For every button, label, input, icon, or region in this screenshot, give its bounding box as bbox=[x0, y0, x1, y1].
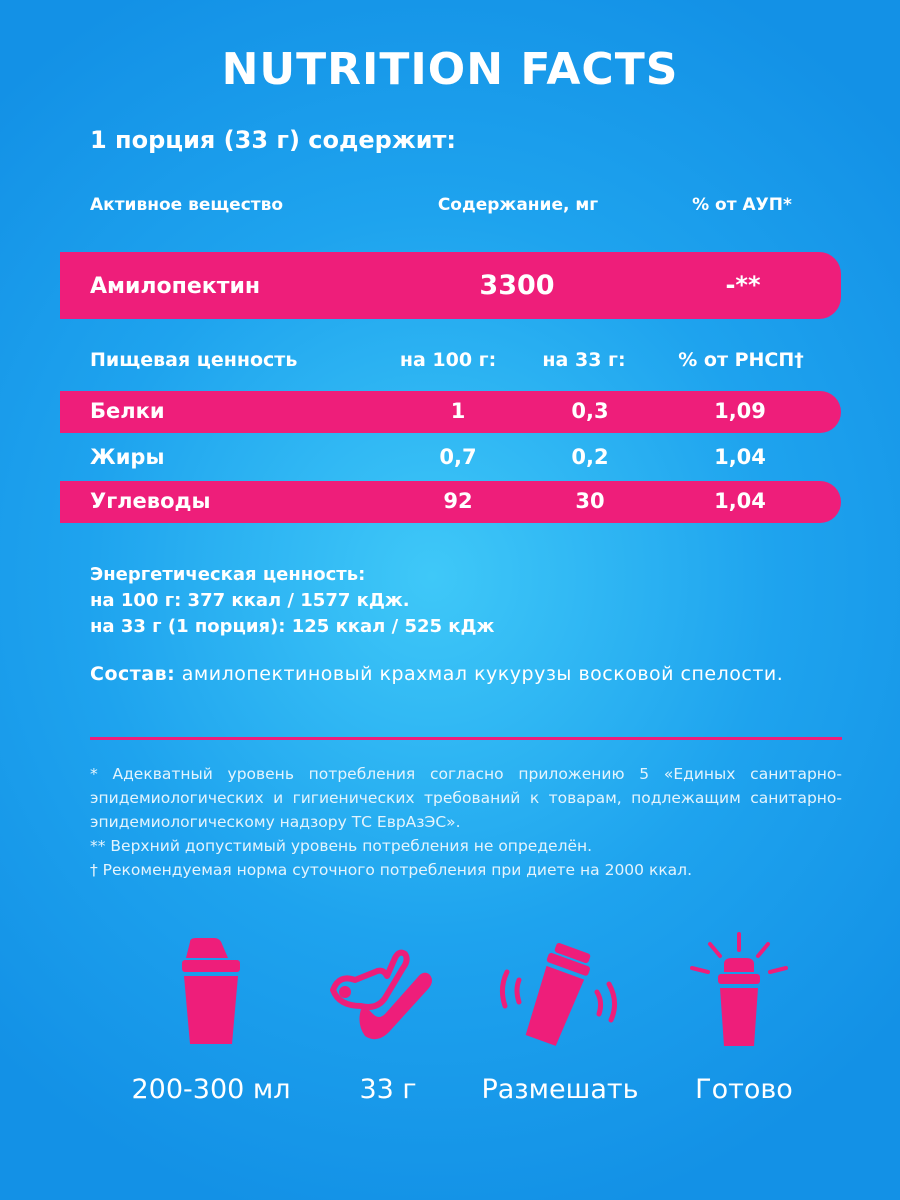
active-header-substance: Активное вещество bbox=[90, 195, 284, 215]
step-label-water: 200-300 мл bbox=[131, 1074, 291, 1105]
composition-label: Состав: bbox=[90, 663, 176, 685]
row-name: Белки bbox=[90, 399, 165, 423]
row-percent: 1,09 bbox=[714, 399, 766, 423]
energy-per33: на 33 г (1 порция): 125 ккал / 525 кДж bbox=[90, 616, 495, 637]
serving-text: 1 порция (33 г) содержит: bbox=[90, 126, 457, 154]
shaker-icon bbox=[172, 938, 250, 1046]
row-name: Углеводы bbox=[90, 489, 211, 513]
nutrition-header-per33: на 33 г: bbox=[542, 349, 626, 371]
table-row bbox=[60, 481, 841, 523]
energy-title: Энергетическая ценность: bbox=[90, 564, 366, 585]
row-per33: 0,3 bbox=[571, 399, 609, 423]
active-row-percent: -** bbox=[725, 271, 761, 299]
row-per33: 0,2 bbox=[571, 445, 609, 469]
active-row-name: Амилопектин bbox=[90, 274, 261, 299]
footnote-rnsp: † Рекомендуемая норма суточного потребления при диете на 2000 ккал. bbox=[90, 861, 693, 879]
row-percent: 1,04 bbox=[714, 489, 766, 513]
ready-shaker-icon bbox=[688, 930, 790, 1048]
composition-text bbox=[90, 660, 842, 689]
active-header-amount: Содержание, мг bbox=[437, 195, 599, 215]
row-per100: 0,7 bbox=[439, 445, 477, 469]
step-label-mix: Размешать bbox=[481, 1074, 639, 1105]
page-title: NUTRITION FACTS bbox=[221, 44, 679, 95]
footnote-aup: * Адекватный уровень потребления согласно приложению 5 «Единых санитарно-эпидемиологических и гигиенических требований к товарам, подлежащим санитарно-эпидемиологическому надзору ТС ЕврАзЭС». bbox=[90, 765, 842, 831]
energy-per100: на 100 г: 377 ккал / 1577 кДж. bbox=[90, 590, 410, 611]
active-header-percent: % от АУП* bbox=[692, 195, 792, 215]
nutrition-header-per100: на 100 г: bbox=[399, 349, 497, 371]
table-row bbox=[60, 391, 841, 433]
active-row bbox=[60, 252, 841, 319]
step-label-dose: 33 г bbox=[359, 1074, 417, 1105]
row-per100: 1 bbox=[450, 399, 466, 423]
divider bbox=[90, 737, 842, 740]
scoop-icon bbox=[325, 944, 437, 1044]
nutrition-header-percent: % от РНСП† bbox=[678, 349, 804, 371]
row-name: Жиры bbox=[90, 445, 165, 469]
step-label-ready: Готово bbox=[695, 1074, 793, 1105]
active-row-amount: 3300 bbox=[479, 270, 555, 301]
shaking-shaker-icon bbox=[495, 940, 623, 1050]
nutrition-header-name: Пищевая ценность bbox=[90, 349, 298, 371]
energy-block bbox=[90, 562, 494, 640]
footnotes bbox=[90, 762, 842, 882]
table-row bbox=[60, 437, 841, 479]
row-per100: 92 bbox=[443, 489, 473, 513]
row-per33: 30 bbox=[575, 489, 605, 513]
row-percent: 1,04 bbox=[714, 445, 766, 469]
composition-body: амилопектиновый крахмал кукурузы восковой спелости. bbox=[175, 663, 784, 685]
footnote-upper-limit: ** Верхний допустимый уровень потребления не определён. bbox=[90, 837, 593, 855]
